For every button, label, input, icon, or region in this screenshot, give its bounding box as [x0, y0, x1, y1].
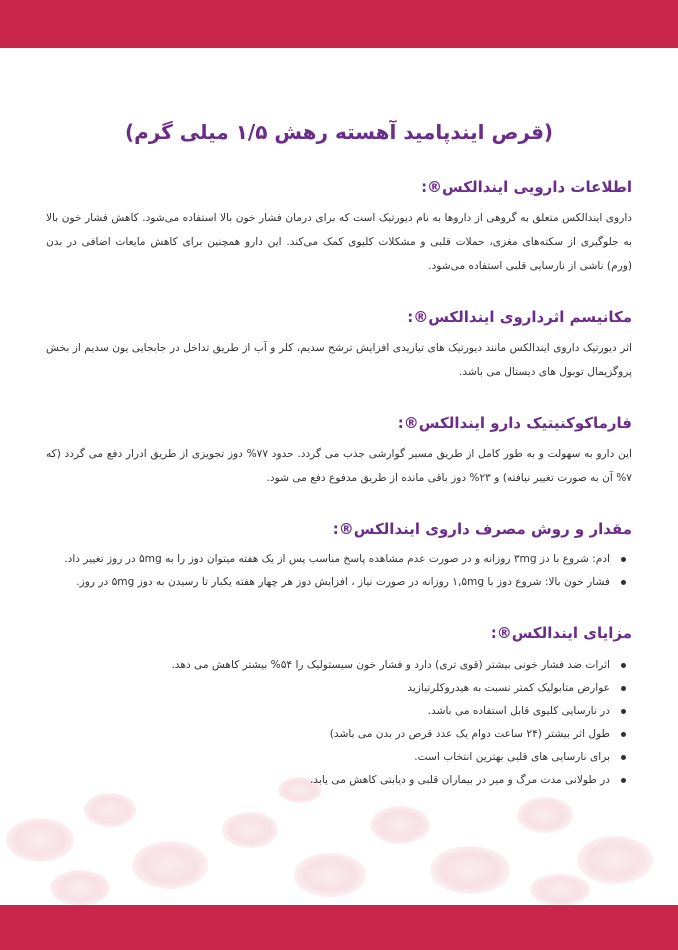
- section-paragraph: این دارو به سهولت و به طور کامل از طریق مسیر گوارشی جذب می گردد. حدود ۷۷% دوز تجویزی از طریق ادرار دفع می گردد (که ۷% آن به صورت تغییر نیافته) و ۲۳% دوز باقی مانده از طریق مدفوع دفع می شود.: [46, 448, 632, 484]
- dosage-list: [46, 548, 632, 594]
- section-dosage: [46, 520, 632, 594]
- section-heading: اطلاعات دارویی ایندالکس®:: [421, 178, 632, 196]
- bullet-icon: [621, 732, 626, 737]
- section-benefits: [46, 624, 632, 792]
- section-heading: فارماکوکنیتیک دارو ایندالکس®:: [397, 414, 632, 432]
- list-item: اثرات ضد فشار خونی بیشتر (قوی تری) دارد و فشار خون سیستولیک را ۵۴% بیشتر کاهش می دهد.: [46, 654, 626, 677]
- list-item: فشار خون بالا: شروع دوز با ۱,۵mg روزانه در صورت نیاز ، افزایش دوز هر چهار هفته یکبار تا رسیدن به دوز ۵mg در روز.: [46, 571, 626, 594]
- section-heading: مکانیسم اثرداروی ایندالکس®:: [407, 308, 632, 326]
- list-item: در طولانی مدت مرگ و میر در بیماران قلبی و دیابتی کاهش می یابد.: [46, 769, 626, 792]
- list-item: برای نارسایی های قلبی بهترین انتخاب است.: [46, 746, 626, 769]
- bullet-icon: [621, 663, 626, 668]
- bullet-icon: [621, 778, 626, 783]
- list-item: طول اثر بیشتر (۲۴ ساعت دوام یک عدد قرص در بدن می باشد): [46, 723, 626, 746]
- bullet-icon: [621, 580, 626, 585]
- document-title: (قرص ایندپامید آهسته رهش ۱/۵ میلی گرم): [124, 120, 554, 144]
- section-pharmacokinetics: [46, 414, 632, 490]
- list-item: ادم: شروع با دز ۳mg روزانه و در صورت عدم مشاهده پاسخ مناسب پس از یک هفته میتوان دوز را به ۵mg در روز تغییر داد.: [46, 548, 626, 571]
- list-item: عوارض متابولیک کمتر نسبت به هیدروکلرتیازید: [46, 677, 626, 700]
- section-heading: مزایای ایندالکس®:: [490, 624, 632, 642]
- section-paragraph: اثر دیورتیک داروی ایندالکس مانند دیورتیک های تیازیدی افزایش ترشح سدیم، کلر و آب از طریق تداخل در جابجایی یون سدیم از بخش پروگزیمال توبول های دیستال می باشد.: [46, 342, 632, 378]
- bullet-icon: [621, 557, 626, 562]
- benefits-list: [46, 654, 632, 792]
- section-mechanism: [46, 308, 632, 384]
- bottom-band: [0, 905, 678, 950]
- section-heading: مقدار و روش مصرف داروی ایندالکس®:: [332, 520, 632, 538]
- bullet-icon: [621, 755, 626, 760]
- section-drug-info: [46, 178, 632, 278]
- document-body: [46, 120, 632, 822]
- top-band: [0, 0, 678, 48]
- bullet-icon: [621, 709, 626, 714]
- section-paragraph: داروی ایندالکس متعلق به گروهی از داروها به نام دیورتیک است که برای درمان فشار خون بالا استفاده می‌شود. کاهش فشار خون بالا به جلوگیری از سکته‌های مغزی، حملات قلبی و مشکلات کلیوی کمک می‌کند. این دارو همچنین برای کاهش مایعات اضافی در بدن (ورم) ناشی از نارسایی قلبی استفاده می‌شود.: [46, 212, 632, 272]
- bullet-icon: [621, 686, 626, 691]
- list-item: در نارسایی کلیوی قابل استفاده می باشد.: [46, 700, 626, 723]
